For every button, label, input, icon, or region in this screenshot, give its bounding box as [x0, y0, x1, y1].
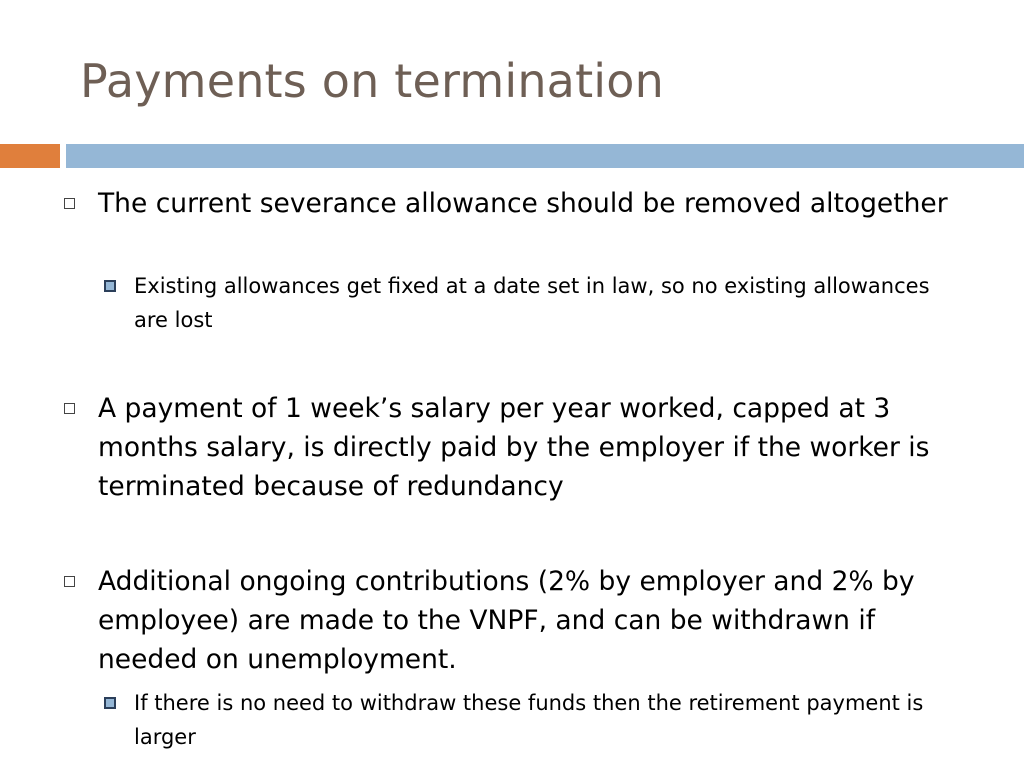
filled-square-bullet-icon — [104, 697, 116, 709]
sub-bullet-3-text: If there is no need to withdraw these funds then the retirement payment is larger — [134, 691, 924, 749]
accent-bar-blue — [66, 144, 1024, 168]
bullet-2-text: A payment of 1 week’s salary per year worked, capped at 3 months salary, is directly paid by the employer if the worker is terminated because of redundancy — [98, 393, 930, 502]
bullet-2 — [64, 389, 964, 506]
hollow-square-bullet-icon — [64, 198, 75, 209]
bullet-3-text: Additional ongoing contributions (2% by employer and 2% by employee) are made to the VNPF, and can be withdrawn if needed on unemployment. — [98, 566, 915, 675]
sub-bullet-1-text: Existing allowances get fixed at a date set in law, so no existing allowances are lost — [134, 274, 930, 332]
bullet-1 — [64, 184, 964, 223]
sub-bullet-1 — [104, 269, 954, 337]
slide-title: Payments on termination — [80, 54, 664, 108]
hollow-square-bullet-icon — [64, 576, 75, 587]
sub-bullet-3 — [104, 686, 954, 754]
bullet-1-text: The current severance allowance should be removed altogether — [98, 188, 948, 219]
hollow-square-bullet-icon — [64, 403, 75, 414]
filled-square-bullet-icon — [104, 280, 116, 292]
accent-bar-orange — [0, 144, 60, 168]
bullet-3 — [64, 562, 964, 679]
